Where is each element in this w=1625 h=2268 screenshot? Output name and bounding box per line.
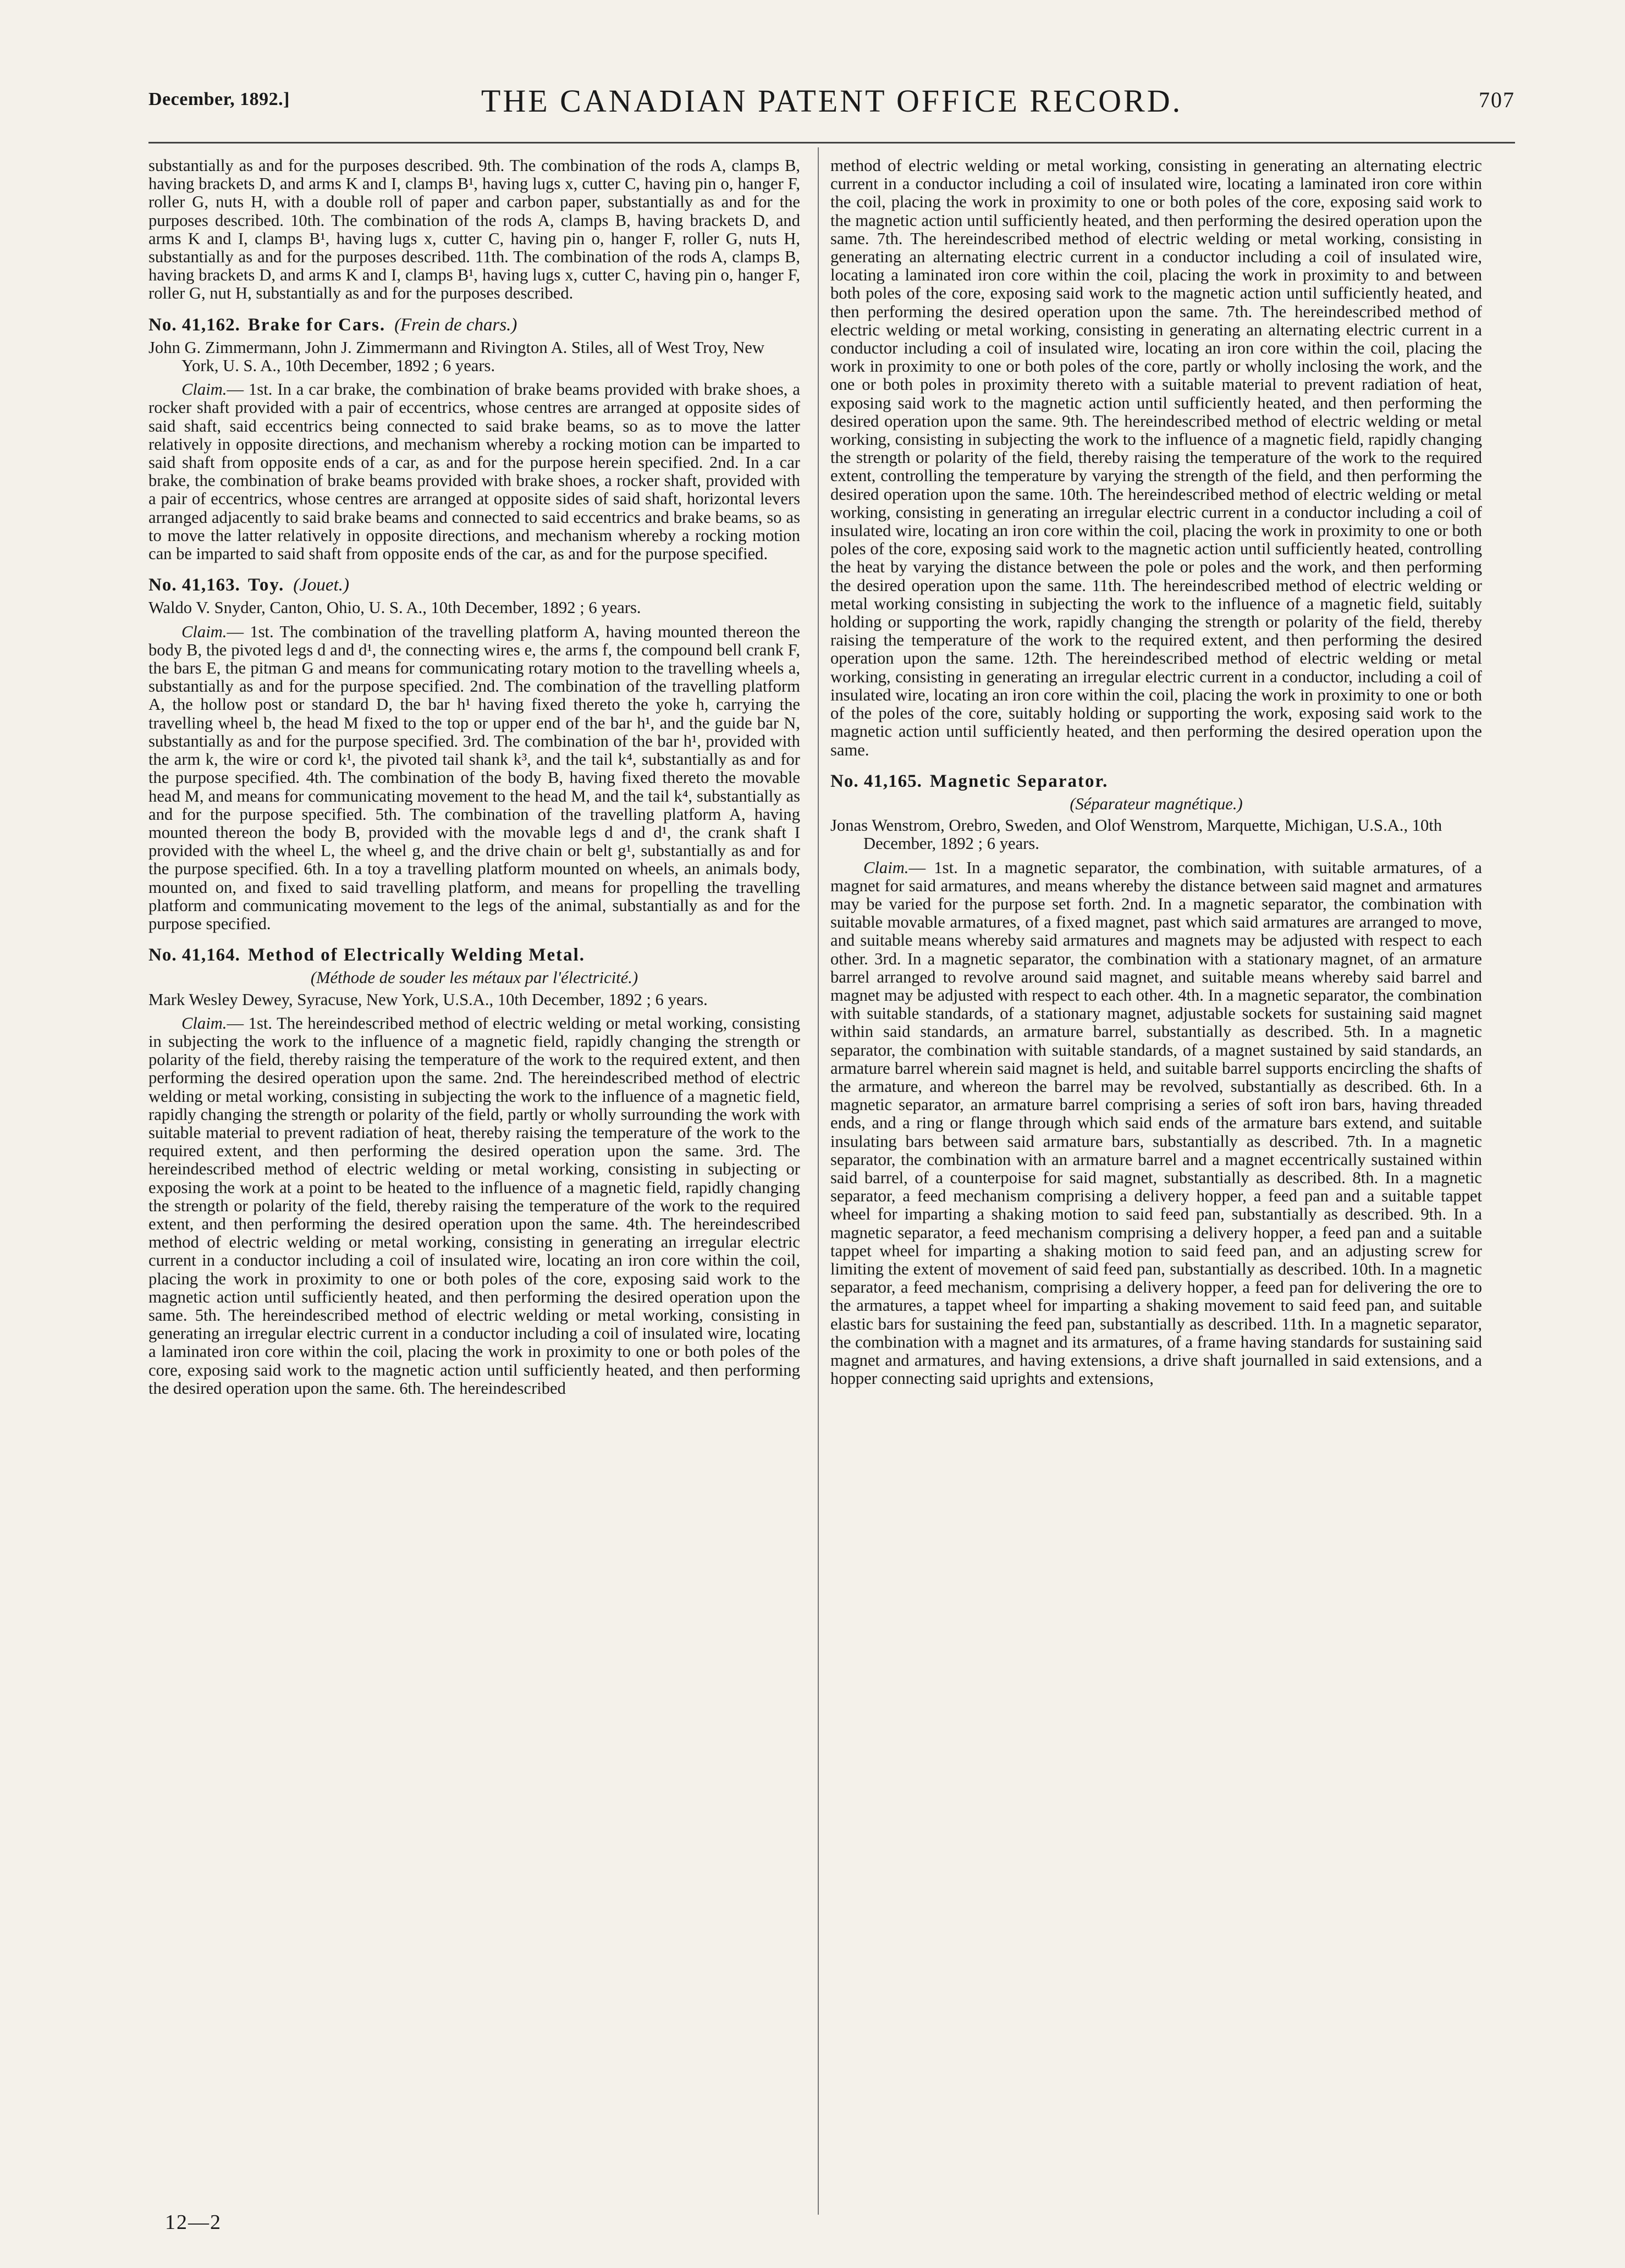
patent-inventor: Jonas Wenstrom, Orebro, Sweden, and Olof Wenstrom, Marquette, Michigan, U.S.A., 10th December, 1892 ; 6 years. [830,816,1442,853]
entry-heading [148,946,800,964]
entry-heading [148,576,800,594]
column-divider [818,147,819,2215]
entry-heading [830,772,1482,791]
header-title: THE CANADIAN PATENT OFFICE RECORD. [481,83,1183,119]
claim-label: Claim. [181,622,227,641]
entry-heading [148,316,800,334]
patent-title: Magnetic Separator. [929,771,1109,791]
patent-title: Method of Electrically Welding Metal. [247,945,586,965]
patent-number: No. 41,162. [148,314,240,335]
claim-label: Claim. [863,858,909,877]
patent-claim [148,1014,800,1398]
header-date: December, 1892.] [148,89,290,109]
patent-french-title: (Méthode de souder les métaux par l'électricité.) [310,968,638,987]
page-header [148,82,1515,132]
claim-text: — 1st. The hereindescribed method of electric welding or metal working, consisting in subjecting the work to the influence of a magnetic field, rapidly changing the strength or polarity of the field, thereby raising the temperature of the work to the required extent, and then performing the desired operation upon the same. 2nd. The hereindescribed method of electric welding or metal working, consisting in subjecting the work to the influence of a magnetic field, rapidly changing the strength or polarity of the field, partly or wholly surrounding the work with suitable material to prevent radiation of heat, thereby raising the temperature of the work to the required extent, and then performing the desired operation upon the same. 3rd. The hereindescribed method of electric welding or metal working, consisting in subjecting or exposing the work at a point to be heated to the influence of a magnetic field, rapidly changing the strength or polarity of the field, thereby raising the temperature of the work to the required extent, and then performing the desired operation upon the same. 4th. The hereindescribed method of electric welding or metal working, consisting in generating an irregular electric current in a conductor including a coil of insulated wire, locating an iron core within the coil, placing the work in proximity to one or both poles of the core, exposing said work to the magnetic action until sufficiently heated, and then performing the desired operation upon the same. 5th. The hereindescribed method of electric welding or metal working, consisting in generating an irregular electric current in a conductor including a coil of insulated wire, locating a laminated iron core within the coil, placing the work in proximity to one or both poles of the core, exposing said work to the magnetic action until sufficiently heated, and then performing the desired operation upon the same. 6th. The hereindescribed [148,1013,800,1398]
patent-entry [148,576,800,933]
patent-french-title: (Frein de chars.) [394,314,517,335]
patent-french-title: (Jouet.) [293,575,349,595]
patent-number: No. 41,163. [148,575,240,595]
patent-claim [148,623,800,933]
continuation-text: substantially as and for the purposes described. 9th. The combination of the rods A, clamps B, having brackets D, and arms K and I, clamps B¹, having lugs x, cutter C, having pin o, hanger F, roller G, nuts H, with a double roll of paper and carbon paper, substantially as and for the purposes described. 10th. The combination of the rods A, clamps B, having brackets D, and arms K and I, clamps B¹, having lugs x, cutter C, having pin o, hanger F, roller G, nuts H, substantially as and for the purposes described. 11th. The combination of the rods A, clamps B, having brackets D, and arms K and I, clamps B¹, having lugs x, cutter C, having pin o, hanger F, roller G, nut H, substantially as and for the purposes described. [148,156,800,303]
continuation-text: method of electric welding or metal working, consisting in generating an alternating electric current in a conductor including a coil of insulated wire, locating a laminated iron core within the coil, placing the work in proximity to one or both poles of the core, exposing said work to the magnetic action until sufficiently heated, and then performing the desired operation upon the same. 7th. The hereindescribed method of electric welding or metal working, consisting in generating an alternating electric current in a conductor including a coil of insulated wire, locating a laminated iron core within the coil, placing the work in proximity to and between both poles of the core, exposing said work to the magnetic action until sufficiently heated, and then performing the desired operation upon the same. 7th. The hereindescribed method of electric welding or metal working, consisting in generating an alternating electric current in a conductor including a coil of insulated wire, locating an iron core within the coil, placing the work in proximity to one or both poles of the core, partly or wholly inclosing the work, and the one or both poles in proximity thereto with a suitable material to prevent radiation of heat, exposing said work to the magnetic action until sufficiently heated, and then performing the desired operation upon the same. 9th. The hereindescribed method of electric welding or metal working, consisting in subjecting the work to the influence of a magnetic field, rapidly changing the strength or polarity of the field, thereby raising the temperature of the work to the required extent, controlling the temperature by varying the strength of the field, and then performing the desired operation upon the same. 10th. The hereindescribed method of electric welding or metal working, consisting in generating an irregular electric current in a conductor including a coil of insulated wire, locating an iron core within the coil, placing the work in proximity to one or both poles of the core, exposing said work to the magnetic action until sufficiently heated, controlling the heat by varying the distance between the pole or poles and the work, and then performing the desired operation upon the same. 11th. The hereindescribed method of electric welding or metal working consisting in subjecting the work to the influence of a magnetic field, suitably holding or supporting the work, rapidly changing the strength or polarity of the field, thereby raising the temperature of the work to the required extent, and then performing the desired operation upon the same. 12th. The hereindescribed method of electric welding or metal working, consisting in generating an irregular electric current in a conductor, including a coil of insulated wire, locating an iron core within the coil, placing the work in proximity to one or both of the poles of the core, suitably holding or supporting the work, exposing said work to the magnetic action until sufficiently heated, and then performing the desired operation upon the same. [830,156,1482,759]
patent-entry [148,316,800,564]
header-rule [148,142,1515,144]
left-column [148,157,800,1398]
claim-text: — 1st. In a car brake, the combination of brake beams provided with brake shoes, a rocker shaft provided with a pair of eccentrics, whose centres are arranged at opposite sides of said shaft, said eccentrics being connected to said brake beams, so as to move the latter relatively in opposite directions, and mechanism whereby a rocking motion can be imparted to said shaft from opposite ends of a car, as and for the purpose herein specified. 2nd. In a car brake, the combination of brake beams provided with brake shoes, a rocker shaft, provided with a pair of eccentrics, whose centres are arranged at opposite sides of said shaft, horizontal levers arranged adjacently to said brake beams and connected to said eccentrics and brake beams, so as to move the latter relatively in opposite directions, and mechanism whereby a rocking motion can be imparted to said shaft from opposite ends of the car, as and for the purpose specified. [148,380,800,564]
claim-label: Claim. [181,1013,227,1033]
patent-entry [148,946,800,1398]
patent-inventor: John G. Zimmermann, John J. Zimmermann and Rivington A. Stiles, all of West Troy, New York, U. S. A., 10th December, 1892 ; 6 years. [148,338,765,376]
patent-inventor: Waldo V. Snyder, Canton, Ohio, U. S. A., 10th December, 1892 ; 6 years. [148,598,641,617]
patent-entry [830,772,1482,1388]
patent-title: Brake for Cars. [247,314,386,335]
patent-claim [148,380,800,563]
patent-inventor: Mark Wesley Dewey, Syracuse, New York, U.S.A., 10th December, 1892 ; 6 years. [148,990,708,1009]
claim-text: — 1st. In a magnetic separator, the combination, with suitable armatures, of a magnet for said armatures, and means whereby the distance between said magnet and armatures may be varied for the purpose set forth. 2nd. In a magnetic separator, the combination with suitable movable armatures, of a fixed magnet, past which said armatures are arranged to move, and suitable means whereby said armatures and magnets may be adjusted with respect to each other. 3rd. In a magnetic separator, the combination with a stationary magnet, of an armature barrel arranged to revolve around said magnet, and suitable means whereby said barrel and magnet may be adjusted with respect to each other. 4th. In a magnetic separator, the combination with suitable standards, of a stationary magnet, adjustable sockets for sustaining said magnet within said standards, an armature barrel, substantially as described. 5th. In a magnetic separator, the combination with suitable standards, of a magnet sustained by said standards, an armature barrel wherein said magnet is held, and suitable barrel supports encircling the shafts of the armature, and whereon the barrel may be revolved, substantially as described. 6th. In a magnetic separator, an armature barrel comprising a series of soft iron bars, having threaded ends, and a ring or flange through which said ends of the armature bars extend, and suitable insulating bars between said armature bars, substantially as described. 7th. In a magnetic separator, the combination with an armature barrel and a magnet eccentrically sustained within said barrel, of a counterpoise for said magnet, substantially as described. 8th. In a magnetic separator, a feed mechanism comprising a delivery hopper, a feed pan and a suitable tappet wheel for imparting a shaking motion to said feed pan, substantially as described. 9th. In a magnetic separator, a feed mechanism comprising a delivery hopper, a feed pan and a suitable tappet wheel for imparting a shaking motion to said feed pan, and an adjusting screw for limiting the extent of movement of said feed pan, substantially as described. 10th. In a magnetic separator, a feed mechanism, comprising a delivery hopper, a feed pan for delivering the ore to the armatures, a tappet wheel for imparting a shaking movement to said feed pan, and suitable elastic bars for sustaining the feed pan, substantially as described. 11th. In a magnetic separator, the combination with a magnet and its armatures, of a frame having standards for sustaining said magnet and armatures, and having extensions, a drive shaft journalled in said extensions, and a hopper connecting said uprights and extensions, [830,858,1482,1388]
claim-label: Claim. [181,380,227,399]
signature-mark: 12—2 [165,2211,222,2234]
page-number: 707 [1479,87,1515,112]
patent-claim [830,859,1482,1388]
patent-french-title: (Séparateur magnétique.) [1070,794,1243,813]
claim-text: — 1st. The combination of the travelling platform A, having mounted thereon the body B, the pivoted legs d and d¹, the connecting wires e, the arms f, the compound bell crank F, the bars E, the pitman G and means for communicating rotary motion to the travelling wheels a, substantially as and for the purpose specified. 2nd. The combination of the travelling platform A, the hollow post or standard D, the bar h¹ having fixed thereto the yoke h, carrying the travelling wheel b, the head M fixed to the top or upper end of the bar h¹, and the guide bar N, substantially as and for the purpose specified. 3rd. The combination of the bar h¹, provided with the arm k, the wire or cord k¹, the pivoted tail shank k³, and the tail k⁴, substantially as and for the purpose specified. 4th. The combination of the body B, having fixed thereto the movable head M, and means for communicating movement to the head M, and the tail k⁴, substantially as and for the purpose specified. 5th. The combination of the travelling platform A, having mounted thereon the body B, provided with the movable legs d and d¹, the crank shaft I provided with the wheel L, the wheel g, and the drive chain or belt g¹, substantially as and for the purpose specified. 6th. In a toy a travelling platform mounted on wheels, an animals body, mounted on, and fixed to said travelling platform, and means for propelling the travelling platform and communicating movement to the legs of the animal, substantially as and for the purpose specified. [148,622,800,933]
patent-title: Toy. [247,575,285,595]
right-column [830,157,1482,1388]
patent-number: No. 41,165. [830,771,922,791]
patent-number: No. 41,164. [148,945,240,965]
